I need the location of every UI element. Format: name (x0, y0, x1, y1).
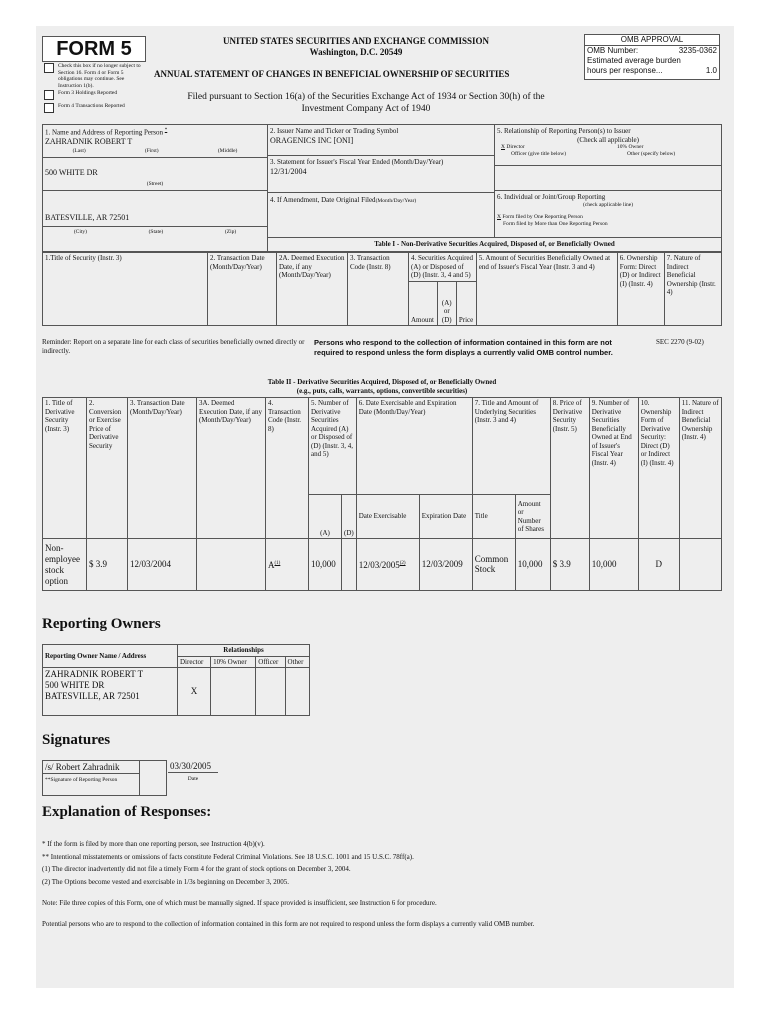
t1-col2-header: 2. Transaction Date (Month/Day/Year) (208, 253, 277, 326)
form4-transactions-checkbox[interactable] (44, 103, 54, 113)
box5-relationship (495, 125, 721, 166)
director-mark: X (501, 144, 505, 150)
t2-owned-amount: 10,000 (589, 539, 638, 591)
t2-c10-header: 10. Ownership Form of Derivative Security: Direct (D) or Indirect (I) (Instr. 4) (638, 398, 679, 539)
explanation-lines (42, 838, 722, 888)
ro-owner10-header: 10% Owner (211, 656, 256, 668)
t2-c4-header: 4. Transaction Code (Instr. 8) (266, 398, 309, 539)
ro-owner-city: BATESVILLE, AR 72501 (45, 691, 140, 701)
t2-underlying-title: Common Stock (472, 539, 515, 591)
t2-date-exercisable (356, 539, 419, 591)
one-person-mark: X (497, 214, 501, 220)
first-label: (First) (144, 148, 159, 155)
box5-sublabel: (Check all applicable) (577, 135, 639, 144)
box5-spacer (495, 166, 721, 191)
ro-other-header: Other (285, 656, 310, 668)
more-person-option[interactable]: Form filed by More than One Reporting Person (503, 220, 608, 227)
city-sublabels (43, 226, 267, 236)
form-title: FORM 5 (42, 36, 146, 62)
t2-conversion-price: $ 3.9 (87, 539, 128, 591)
signature-date-label: Date (187, 776, 199, 782)
t2-transaction-date: 12/03/2004 (128, 539, 197, 591)
checkbox1-label: Check this box if no longer subject to Section 16. Form 4 or Form 5 obligations may continue. See Instruction 1(b). (58, 63, 141, 89)
checkbox-row-2 (44, 90, 154, 100)
relationship-column (495, 125, 721, 237)
omb-number: 3235-0362 (678, 46, 717, 55)
form-page (36, 26, 734, 988)
signature-date-box (168, 760, 218, 794)
box4-amendment (268, 193, 494, 207)
t2-c6-header: 6. Date Exercisable and Expiration Date (Month/Day/Year) (356, 398, 472, 495)
t1-aord-header: (A) or (D) (437, 282, 456, 326)
explanation-line: * If the form is filed by more than one reporting person, see Instruction 4(b)(v). (42, 840, 265, 848)
box6-group-reporting (495, 191, 721, 229)
ro-owner-name: ZAHRADNIK ROBERT T (45, 669, 144, 679)
t1-col4-header: 4. Securities Acquired (A) or Disposed of (D) (Instr. 3, 4 and 5) (409, 253, 477, 282)
statement-title: ANNUAL STATEMENT OF CHANGES IN BENEFICIAL OWNERSHIP OF SECURITIES (154, 69, 510, 79)
ro-relationships-header: Relationships (178, 645, 310, 657)
t1-col3-header: 3. Transaction Code (Instr. 8) (348, 253, 409, 326)
reporting-owners-heading: Reporting Owners (42, 616, 161, 632)
table-row (43, 668, 310, 716)
box6-sublabel: (check applicable line) (582, 201, 634, 208)
table2-derivative (42, 397, 722, 591)
omb-number-row (585, 46, 719, 56)
omb-hours: 1.0 (705, 66, 717, 75)
checkbox-row-3 (44, 103, 154, 113)
fiscal-year-end: 12/31/2004 (270, 166, 307, 176)
t1-col7-header: 7. Nature of Indirect Beneficial Ownership (Instr. 4) (664, 253, 721, 326)
name-sublabels (43, 148, 267, 158)
agency-name: UNITED STATES SECURITIES AND EXCHANGE COMMISSION (223, 36, 489, 46)
reporting-person-city: BATESVILLE, AR 72501 (45, 212, 130, 222)
box4-label-small: (Month/Day/Year) (375, 198, 417, 204)
t2-c3-header: 3. Transaction Date (Month/Day/Year) (128, 398, 197, 539)
t2-ownership-form: D (638, 539, 679, 591)
explanation-potential: Potential persons who are to respond to the collection of information contained in this form are not required to respond unless the form displays a currently valid OMB number. (42, 920, 535, 928)
ro-officer-cell (256, 668, 285, 716)
signature-value: /s/ Robert Zahradnik (43, 761, 139, 774)
issuer-name: ORAGENICS INC [ONI] (270, 135, 354, 145)
director-label: Director (506, 144, 525, 150)
omb-number-label: OMB Number: (587, 46, 639, 55)
checkbox3-label: Form 4 Transactions Reported (58, 103, 125, 109)
footnote-1-link[interactable]: (1) (274, 560, 281, 566)
reporting-person-street: 500 WHITE DR (45, 167, 98, 177)
signature-label: **Signature of Reporting Person (45, 777, 118, 783)
t1-col5-header: 5. Amount of Securities Beneficially Owned at end of Issuer's Fiscal Year (Instr. 3 and 4) (476, 253, 617, 326)
t2-code-value: A (268, 559, 275, 570)
table-row (43, 539, 722, 591)
filed-pursuant: Filed pursuant to Section 16(a) of the Securities Exchange Act of 1934 or Section 30(h) of the Investment Company Act of 1940 (187, 92, 545, 114)
t2-expiration-date: 12/03/2009 (419, 539, 472, 591)
signature-spacer (140, 760, 167, 796)
other-option[interactable]: Other (specify below) (627, 150, 676, 157)
middle-label: (Middle) (217, 148, 238, 155)
ro-officer-header: Officer (256, 656, 285, 668)
omb-burden-label: Estimated average burden (587, 56, 681, 65)
t2-c6a-header: Date Exercisable (356, 495, 419, 539)
t2-c5-header: 5. Number of Derivative Securities Acquired (A) or Disposed of (D) (Instr. 3, 4, and 5) (309, 398, 357, 495)
ro-owner-street: 500 WHITE DR (45, 680, 105, 690)
explanation-heading: Explanation of Responses: (42, 804, 212, 820)
zip-label: (Zip) (224, 229, 237, 236)
t2-deemed-date (197, 539, 266, 591)
table2-title: Table II - Derivative Securities Acquired, Disposed of, or Beneficially Owned (267, 378, 497, 386)
box2-issuer (268, 125, 494, 156)
form3-holdings-checkbox[interactable] (44, 90, 54, 100)
explanation-line: (1) The director inadvertently did not file a timely Form 4 for the grant of stock options on December 3, 2004. (42, 865, 351, 873)
t2-disposed-amount (342, 539, 357, 591)
t2-transaction-code (266, 539, 309, 591)
omb-hours-label: hours per response... (587, 66, 663, 75)
t2-c7-header: 7. Title and Amount of Underlying Securities (Instr. 3 and 4) (472, 398, 550, 495)
omb-approval-box (584, 34, 720, 80)
reminder-text: Reminder: Report on a separate line for each class of securities beneficially owned directly or indirectly. (42, 338, 305, 355)
t1-price-header: Price (456, 282, 476, 326)
officer-option[interactable]: Officer (give title below) (511, 150, 567, 157)
agency-location: Washington, D.C. 20549 (309, 47, 403, 57)
sec-form-number: SEC 2270 (9-02) (656, 338, 704, 346)
ten-percent-owner-option[interactable]: 10% Owner (617, 144, 644, 150)
t2-c9-header: 9. Number of Derivative Securities Beneficially Owned at End of Issuer's Fiscal Year (Instr. 4) (589, 398, 638, 539)
header-checkboxes (44, 63, 154, 113)
signature-box (42, 760, 140, 796)
box6-label: 6. Individual or Joint/Group Reporting (497, 193, 606, 201)
explanation-line: (2) The Options become vested and exercisable in 1/3s beginning on December 3, 2005. (42, 877, 289, 886)
t1-col1-header: 1.Title of Security (Instr. 3) (43, 253, 208, 326)
ro-director-header: Director (178, 656, 211, 668)
table2-subtitle: (e.g., puts, calls, warrants, options, convertible securities) (296, 387, 468, 395)
reporting-person-name: ZAHRADNIK ROBERT T (45, 136, 133, 146)
omb-title: OMB APPROVAL (585, 35, 719, 46)
t1-col6-header: 6. Ownership Form: Direct (D) or Indirect (I) (Instr. 4) (617, 253, 664, 326)
checkbox2-label: Form 3 Holdings Reported (58, 90, 118, 96)
box5-label: 5. Relationship of Reporting Person(s) to Issuer (497, 127, 631, 135)
table1-title: Table I - Non-Derivative Securities Acquired, Disposed of, or Beneficially Owned (268, 237, 721, 251)
box3-fiscal-year (268, 156, 494, 193)
t2-exercisable-value: 12/03/2005 (358, 559, 400, 570)
street-label: (Street) (43, 181, 267, 191)
reminder-notice: Persons who respond to the collection of information contained in this form are not required to respond unless the form displays a currently valid OMB control number. (314, 338, 613, 357)
t2-security-title: Non-employee stock option (43, 539, 87, 591)
t2-c2-header: 2. Conversion or Exercise Price of Derivative Security (87, 398, 128, 539)
reporting-info-grid (42, 124, 722, 252)
t2-c11-header: 11. Nature of Indirect Beneficial Ownership (Instr. 4) (679, 398, 721, 539)
no-longer-subject-checkbox[interactable] (44, 63, 54, 73)
checkbox-row-1 (44, 63, 154, 89)
reporting-owners-table (42, 644, 310, 716)
explanation-line: ** Intentional misstatements or omissions of facts constitute Federal Criminal Violations. See 18 U.S.C. 1001 and 15 U.S.C. 78ff(a). (42, 852, 414, 861)
issuer-column (268, 125, 495, 237)
box1-reporting-person (43, 125, 268, 251)
ro-director-mark: X (178, 668, 211, 716)
t2-c5d-header: (D) (342, 495, 357, 539)
t2-c7a-header: Title (472, 495, 515, 539)
t2-derivative-price: $ 3.9 (550, 539, 589, 591)
t2-nature (679, 539, 721, 591)
ro-other-cell (285, 668, 310, 716)
signatures-heading: Signatures (42, 732, 111, 748)
t2-c5a-header: (A) (309, 495, 342, 539)
t2-c1-header: 1. Title of Derivative Security (Instr. 3) (43, 398, 87, 539)
box3-label: 3. Statement for Issuer's Fiscal Year Ended (Month/Day/Year) (270, 158, 444, 166)
city-label: (City) (73, 229, 87, 236)
state-label: (State) (148, 229, 164, 236)
one-person-label: Form filed by One Reporting Person (502, 214, 583, 220)
omb-hours-row (585, 66, 719, 76)
footnote-2-link[interactable]: (2) (399, 560, 406, 566)
t2-c7b-header: Amount or Number of Shares (515, 495, 550, 539)
box4-label: 4. If Amendment, Date Original Filed (270, 196, 376, 204)
t2-underlying-amount: 10,000 (515, 539, 550, 591)
ro-owner10-cell (211, 668, 256, 716)
t2-acquired-amount: 10,000 (309, 539, 342, 591)
box1-label: 1. Name and Address of Reporting Person * (45, 128, 168, 137)
t2-c6b-header: Expiration Date (419, 495, 472, 539)
last-label: (Last) (72, 148, 86, 155)
explanation-note: Note: File three copies of this Form, one of which must be manually signed. If space provided is insufficient, see Instruction 6 for procedure. (42, 899, 437, 907)
t2-c8-header: 8. Price of Derivative Security (Instr. 5) (550, 398, 589, 539)
box2-label: 2. Issuer Name and Ticker or Trading Symbol (270, 127, 399, 135)
t1-amount-header: Amount (409, 282, 438, 326)
signature-date: 03/30/2005 (168, 760, 218, 773)
t2-c3a-header: 3A. Deemed Execution Date, if any (Month/Day/Year) (197, 398, 266, 539)
ro-owner-info (43, 668, 178, 716)
ro-name-header: Reporting Owner Name / Address (43, 645, 178, 668)
t1-col2a-header: 2A. Deemed Execution Date, if any (Month/Day/Year) (277, 253, 348, 326)
table1-non-derivative (42, 252, 722, 326)
officer-row (511, 151, 719, 158)
